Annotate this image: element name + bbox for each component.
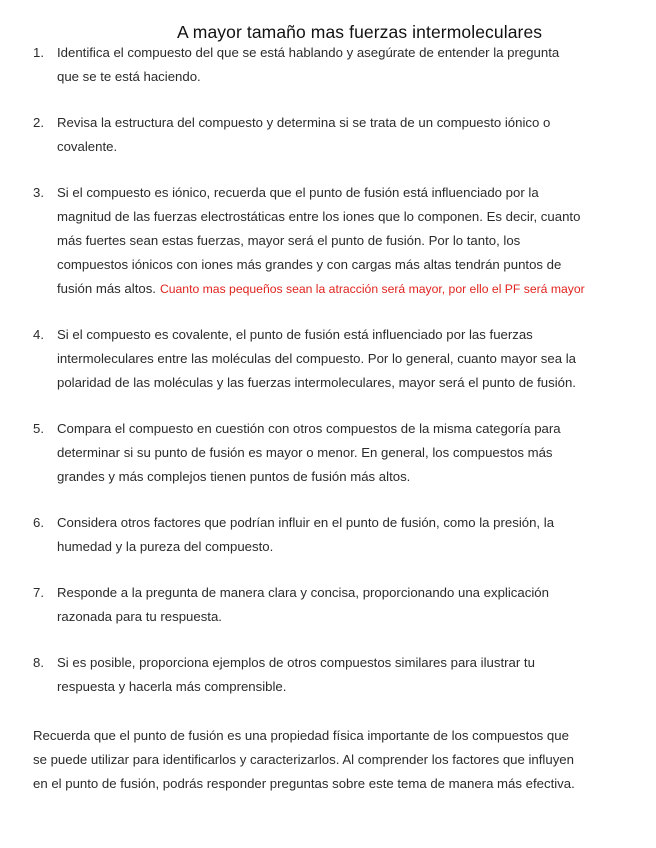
step-number: 4. <box>33 327 44 342</box>
step-line: Considera otros factores que podrían influir en el punto de fusión, como la presión, la <box>57 515 555 530</box>
step-line: humedad y la pureza del compuesto. <box>57 539 274 554</box>
step-line: Responde a la pregunta de manera clara y concisa, proporcionando una explicación <box>57 585 549 600</box>
step-line: Si el compuesto es iónico, recuerda que el punto de fusión está influenciado por la <box>57 185 539 200</box>
step-line: Si es posible, proporciona ejemplos de otros compuestos similares para ilustrar tu <box>57 655 535 670</box>
conclusion-line: en el punto de fusión, podrás responder preguntas sobre este tema de manera más efectiva. <box>33 776 575 791</box>
step-number: 5. <box>33 421 44 436</box>
list-item <box>0 511 656 559</box>
list-item <box>0 323 656 395</box>
step-line: que se te está haciendo. <box>57 69 201 84</box>
list-item <box>0 111 656 159</box>
steps-list <box>0 41 656 721</box>
list-item <box>0 651 656 699</box>
step-number: 7. <box>33 585 44 600</box>
handwritten-annotation: Cuanto mas pequeños sean la atracción será mayor, por ello el PF será mayor <box>159 282 585 296</box>
step-line: Revisa la estructura del compuesto y determina si se trata de un compuesto iónico o <box>57 115 551 130</box>
step-line: covalente. <box>57 139 118 154</box>
conclusion-paragraph <box>33 724 633 796</box>
step-line: polaridad de las moléculas y las fuerzas intermoleculares, mayor será el punto de fusión. <box>57 375 576 390</box>
step-number: 6. <box>33 515 44 530</box>
step-line: fusión más altos. <box>57 281 156 296</box>
page-title: A mayor tamaño mas fuerzas intermoleculares <box>177 22 543 42</box>
step-line: compuestos iónicos con iones más grandes y con cargas más altas tendrán puntos de <box>57 257 562 272</box>
step-line: determinar si su punto de fusión es mayor o menor. En general, los compuestos más <box>57 445 553 460</box>
list-item <box>0 581 656 629</box>
step-line: Si el compuesto es covalente, el punto de fusión está influenciado por las fuerzas <box>57 327 533 342</box>
step-line: Identifica el compuesto del que se está hablando y asegúrate de entender la pregunta <box>57 45 560 60</box>
step-number: 3. <box>33 185 44 200</box>
conclusion-line: se puede utilizar para identificarlos y caracterizarlos. Al comprender los factores que influyen <box>33 752 574 767</box>
conclusion-line: Recuerda que el punto de fusión es una propiedad física importante de los compuestos que <box>33 728 569 743</box>
step-number: 2. <box>33 115 44 130</box>
list-item <box>0 417 656 489</box>
list-item <box>0 181 656 301</box>
step-line: magnitud de las fuerzas electrostáticas entre los iones que lo componen. Es decir, cuanto <box>57 209 581 224</box>
step-line: intermoleculares entre las moléculas del compuesto. Por lo general, cuanto mayor sea la <box>57 351 576 366</box>
step-line: Compara el compuesto en cuestión con otros compuestos de la misma categoría para <box>57 421 561 436</box>
step-number: 1. <box>33 45 44 60</box>
step-line: grandes y más complejos tienen puntos de fusión más altos. <box>57 469 411 484</box>
list-item <box>0 41 656 89</box>
step-number: 8. <box>33 655 44 670</box>
step-line: razonada para tu respuesta. <box>57 609 222 624</box>
step-line: respuesta y hacerla más comprensible. <box>57 679 287 694</box>
step-line: más fuertes sean estas fuerzas, mayor será el punto de fusión. Por lo tanto, los <box>57 233 521 248</box>
